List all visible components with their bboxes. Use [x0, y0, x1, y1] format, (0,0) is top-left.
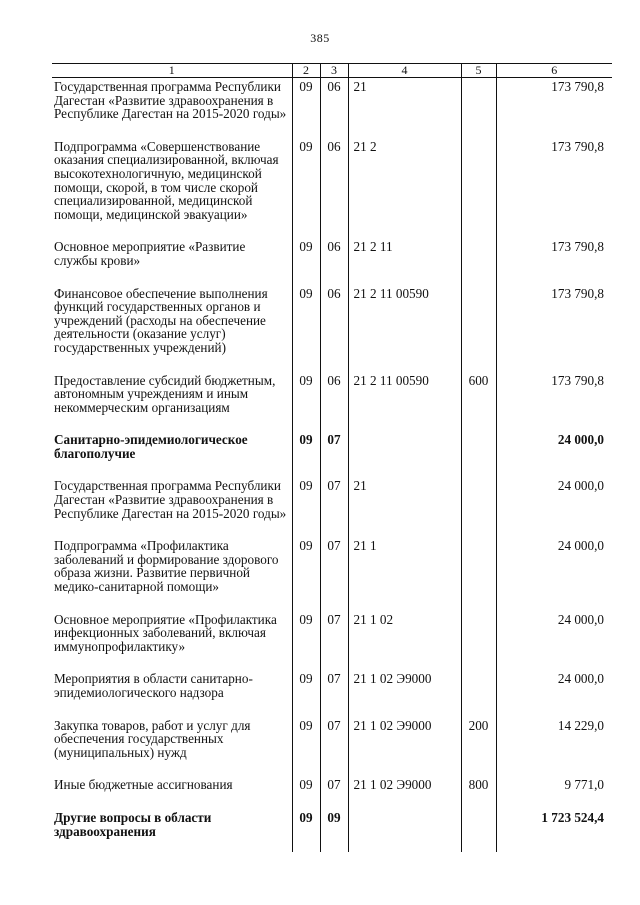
row-target-article: 21 2 11 00590: [348, 372, 461, 432]
row-target-article: 21 1: [348, 537, 461, 610]
header-col-4: 4: [348, 64, 461, 78]
row-target-article: 21 2 11 00590: [348, 285, 461, 372]
table-header-row: [52, 64, 612, 78]
table-row: [52, 431, 612, 477]
budget-table: [52, 63, 612, 852]
row-amount: 173 790,8: [496, 285, 612, 372]
row-name: Основное мероприятие «Профилактика инфекционных заболеваний, включая иммунопрофилактику»: [54, 611, 277, 654]
row-target-article: 21: [348, 78, 461, 138]
row-target-article: 21: [348, 477, 461, 537]
row-name: Иные бюджетные ассигнования: [54, 777, 233, 793]
row-name: Основное мероприятие «Развитие службы крови»: [54, 239, 246, 268]
row-target-article: [348, 809, 461, 852]
row-expense-type: 600: [461, 372, 496, 432]
row-section-code: 09: [292, 372, 320, 432]
row-name: Другие вопросы в области здравоохранения: [54, 809, 212, 839]
row-section-code: 09: [292, 809, 320, 852]
row-section-code: 09: [292, 611, 320, 671]
row-target-article: 21 1 02 Э9000: [348, 670, 461, 716]
row-expense-type: [461, 670, 496, 716]
row-expense-type: [461, 431, 496, 477]
row-target-article: [348, 431, 461, 477]
row-expense-type: 200: [461, 717, 496, 777]
row-amount: 9 771,0: [496, 776, 612, 809]
row-subsection-code: 07: [320, 717, 348, 777]
row-subsection-code: 07: [320, 477, 348, 537]
header-col-5: 5: [461, 64, 496, 78]
row-subsection-code: 07: [320, 431, 348, 477]
row-name: Государственная программа Республики Дагестан «Развитие здравоохранения в Республике Дагестан на 2015-2020 годы»: [54, 478, 287, 521]
table-row: [52, 776, 612, 809]
row-amount: 24 000,0: [496, 670, 612, 716]
row-amount: 173 790,8: [496, 238, 612, 284]
row-amount: 14 229,0: [496, 717, 612, 777]
row-name: Закупка товаров, работ и услуг для обеспечения государственных (муниципальных) нужд: [54, 717, 251, 760]
table-row: [52, 285, 612, 372]
row-name: Государственная программа Республики Дагестан «Развитие здравоохранения в Республике Дагестан на 2015-2020 годы»: [54, 79, 287, 122]
row-expense-type: [461, 477, 496, 537]
row-amount: 24 000,0: [496, 477, 612, 537]
row-amount: 173 790,8: [496, 78, 612, 138]
row-expense-type: 800: [461, 776, 496, 809]
row-subsection-code: 06: [320, 372, 348, 432]
row-subsection-code: 07: [320, 776, 348, 809]
table-row: [52, 611, 612, 671]
table-row: [52, 138, 612, 239]
row-name: Мероприятия в области санитарно-эпидемиологического надзора: [54, 671, 253, 700]
row-amount: 24 000,0: [496, 537, 612, 610]
row-amount: 24 000,0: [496, 611, 612, 671]
table-row: [52, 809, 612, 852]
table-row: [52, 477, 612, 537]
row-section-code: 09: [292, 670, 320, 716]
row-target-article: 21 2 11: [348, 238, 461, 284]
row-expense-type: [461, 78, 496, 138]
row-section-code: 09: [292, 431, 320, 477]
row-amount: 173 790,8: [496, 138, 612, 239]
page-number: 385: [310, 31, 330, 45]
row-target-article: 21 2: [348, 138, 461, 239]
row-target-article: 21 1 02 Э9000: [348, 776, 461, 809]
row-subsection-code: 06: [320, 285, 348, 372]
header-col-3: 3: [320, 64, 348, 78]
row-target-article: 21 1 02: [348, 611, 461, 671]
row-subsection-code: 06: [320, 78, 348, 138]
row-subsection-code: 07: [320, 670, 348, 716]
row-target-article: 21 1 02 Э9000: [348, 717, 461, 777]
table-row: [52, 670, 612, 716]
row-expense-type: [461, 238, 496, 284]
table-row: [52, 372, 612, 432]
row-name: Предоставление субсидий бюджетным, автономным учреждениям и иным некоммерческим организациям: [54, 372, 276, 415]
row-expense-type: [461, 611, 496, 671]
row-section-code: 09: [292, 238, 320, 284]
table-row: [52, 78, 612, 138]
row-subsection-code: 06: [320, 238, 348, 284]
row-section-code: 09: [292, 78, 320, 138]
row-name: Подпрограмма «Совершенствование оказания специализированной, включая высокотехнологичную, медицинской помощи, скорой, в том числе скорой специализированной, медицинской помощи, медицинской эвакуации»: [54, 138, 279, 222]
row-expense-type: [461, 809, 496, 852]
header-col-1: 1: [52, 64, 292, 78]
row-name: Финансовое обеспечение выполнения функций государственных органов и учреждений (расходы на обеспечение деятельности (оказание услуг) государственных учреждений): [54, 285, 268, 355]
row-expense-type: [461, 138, 496, 239]
row-expense-type: [461, 285, 496, 372]
row-section-code: 09: [292, 537, 320, 610]
row-subsection-code: 07: [320, 611, 348, 671]
row-amount: 173 790,8: [496, 372, 612, 432]
row-section-code: 09: [292, 285, 320, 372]
row-subsection-code: 06: [320, 138, 348, 239]
row-subsection-code: 09: [320, 809, 348, 852]
row-section-code: 09: [292, 138, 320, 239]
table-row: [52, 238, 612, 284]
row-name: Санитарно-эпидемиологическое благополучие: [54, 432, 248, 461]
header-col-6: 6: [496, 64, 612, 78]
row-subsection-code: 07: [320, 537, 348, 610]
table-row: [52, 717, 612, 777]
row-section-code: 09: [292, 477, 320, 537]
row-amount: 1 723 524,4: [496, 809, 612, 852]
header-col-2: 2: [292, 64, 320, 78]
row-section-code: 09: [292, 717, 320, 777]
row-name: Подпрограмма «Профилактика заболеваний и формирование здорового образа жизни. Развитие первичной медико-санитарной помощи»: [54, 538, 279, 595]
row-amount: 24 000,0: [496, 431, 612, 477]
table-row: [52, 537, 612, 610]
row-expense-type: [461, 537, 496, 610]
row-section-code: 09: [292, 776, 320, 809]
